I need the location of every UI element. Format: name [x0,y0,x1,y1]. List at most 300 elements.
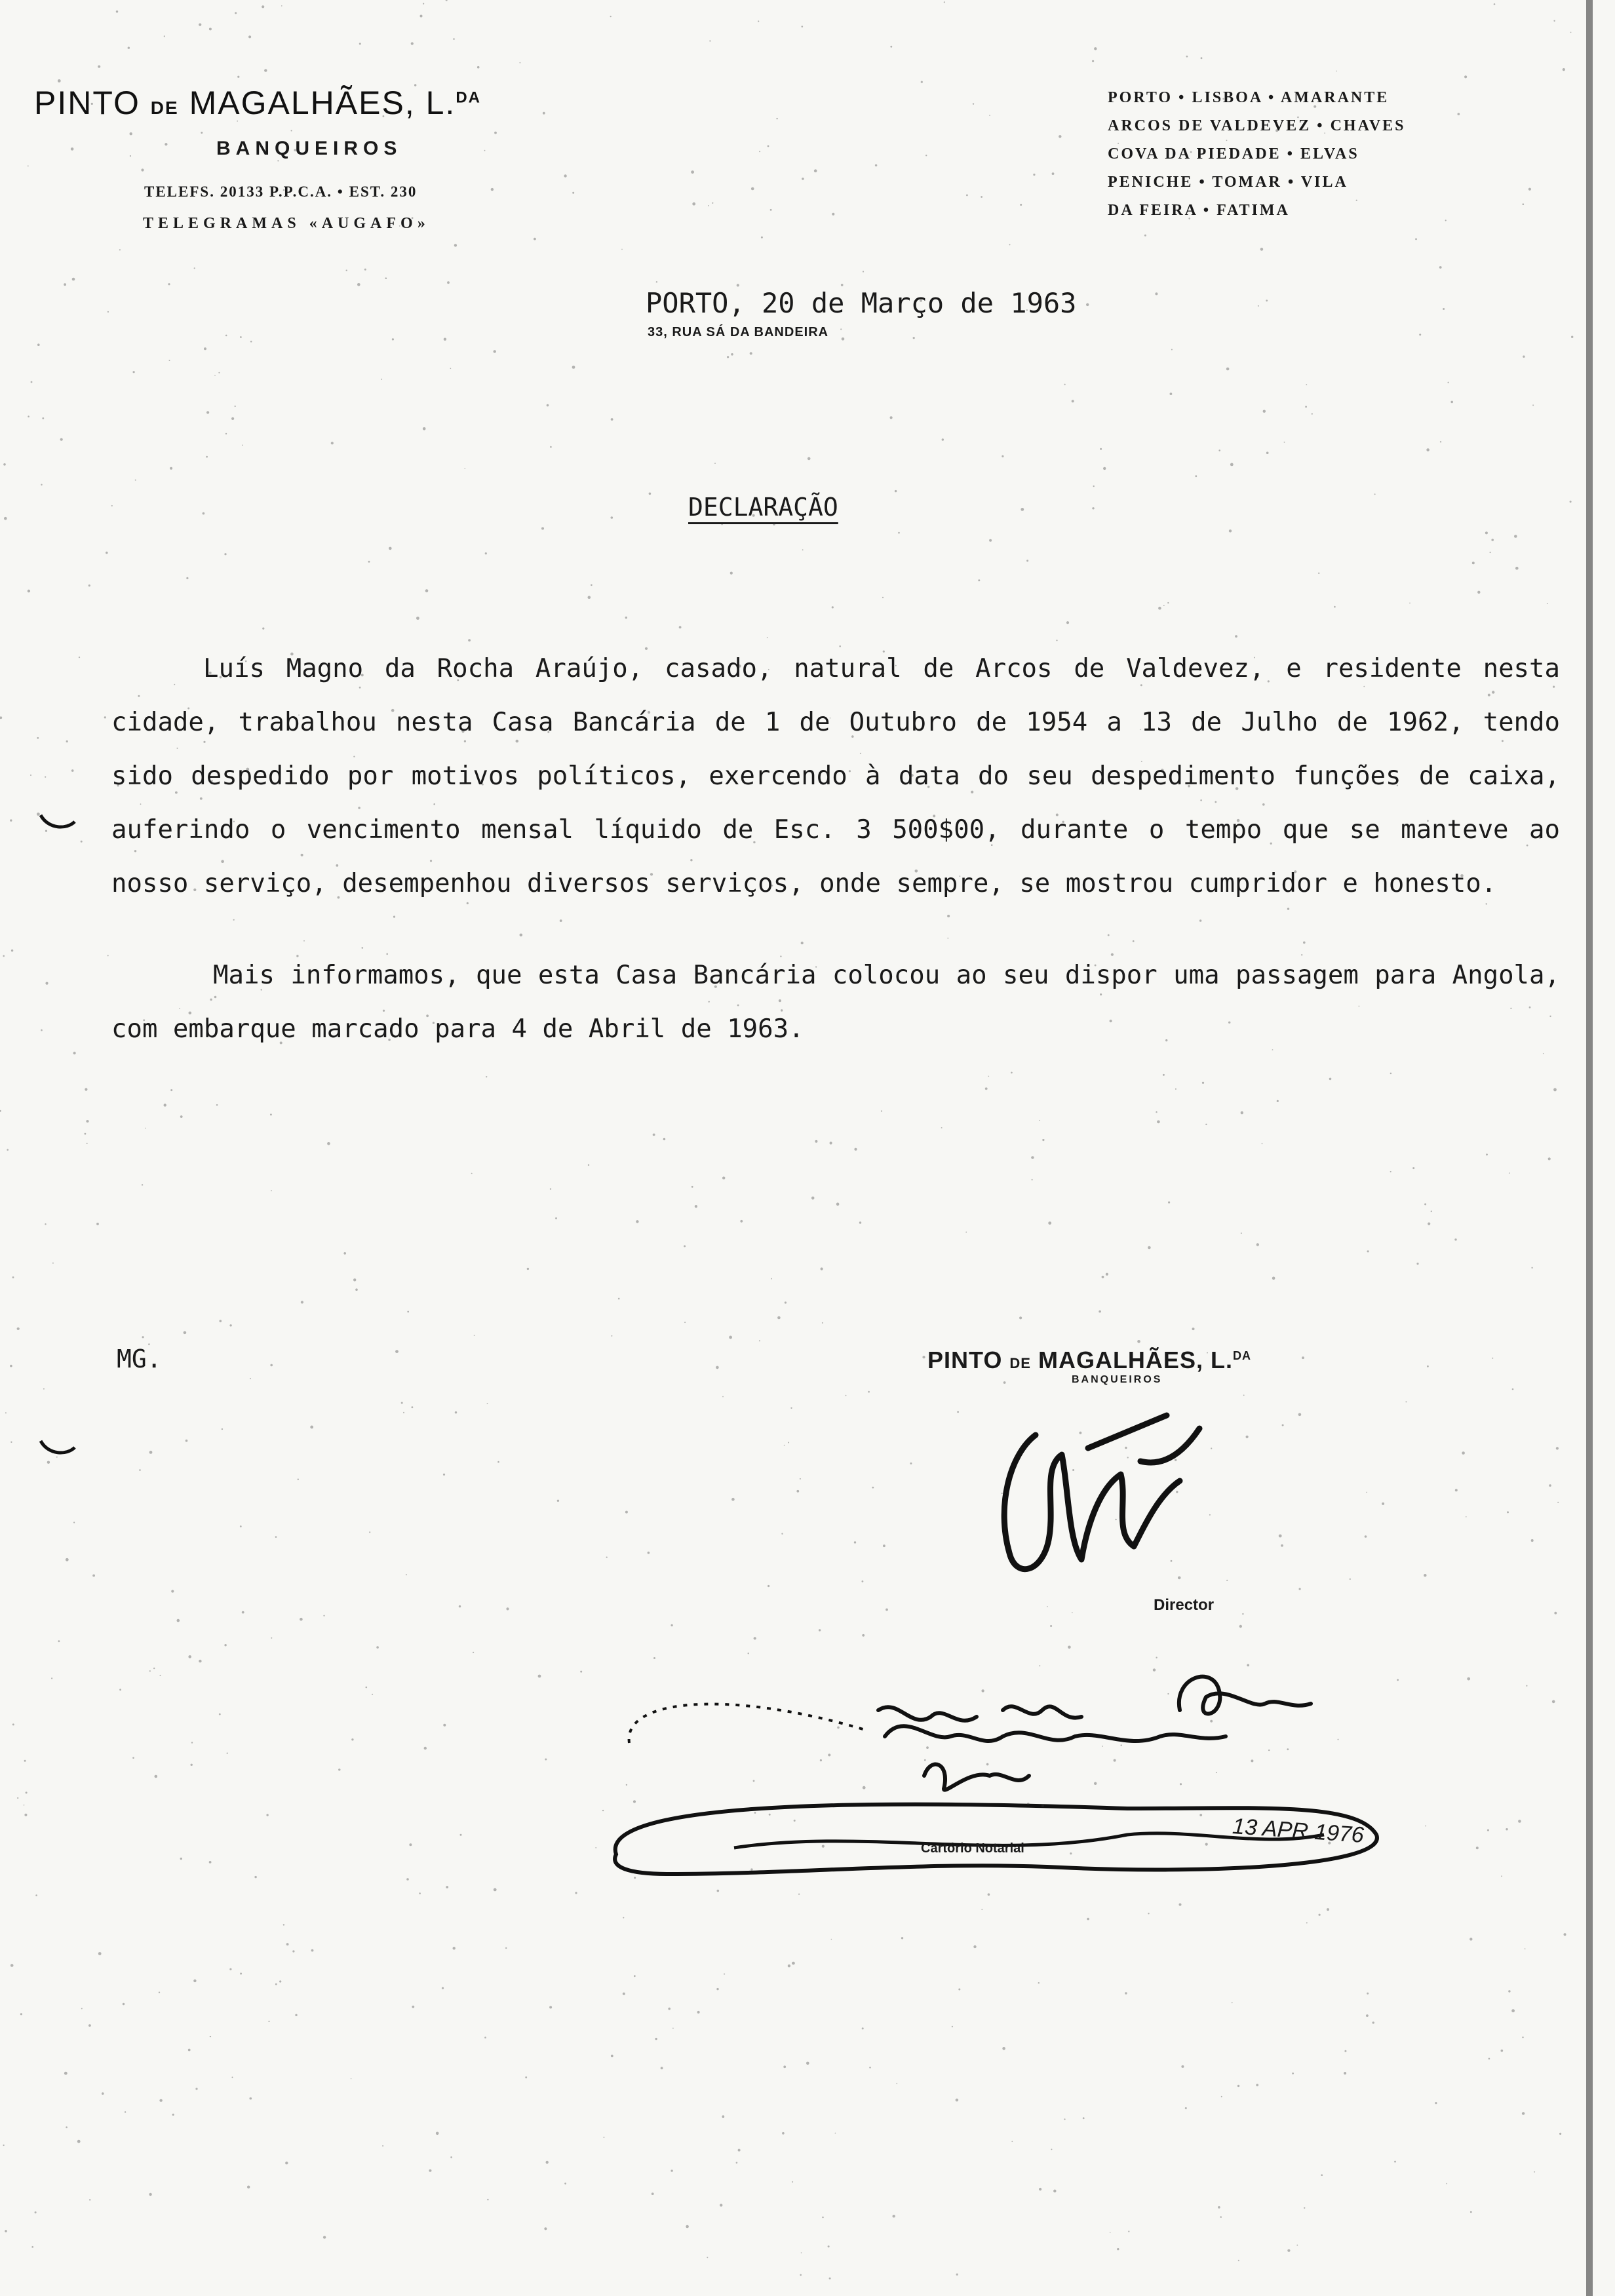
scan-speck [679,626,682,628]
scan-speck [649,493,652,495]
scan-speck [381,379,382,380]
scan-speck [1344,2072,1346,2075]
scan-speck [819,1629,821,1631]
scan-speck [1570,32,1572,33]
scan-speck [738,2149,741,2152]
scan-speck [1327,1908,1329,1911]
scan-speck [830,1141,832,1144]
scan-speck [45,1223,46,1225]
scan-speck [740,1220,743,1223]
scan-speck [1186,56,1188,58]
scan-speck [1218,450,1220,451]
scan-speck [159,2099,162,2101]
scan-speck [872,1487,874,1489]
scan-speck [298,1479,299,1480]
scan-speck [623,1917,624,1919]
scan-speck [564,174,566,177]
scan-speck [901,1937,903,1939]
scan-speck [709,40,710,41]
scan-speck [45,776,46,778]
scan-speck [611,1335,612,1337]
scan-speck [270,1114,272,1116]
scan-speck [1469,1938,1472,1940]
scan-speck [1350,1578,1351,1580]
scan-speck [846,1395,847,1396]
scan-speck [271,1190,272,1191]
scan-speck [1242,1613,1243,1615]
scan-speck [1549,1484,1551,1487]
scan-speck [1382,1502,1384,1505]
scan-speck [1525,1948,1526,1949]
scan-speck [525,2076,527,2078]
scan-speck [973,103,974,104]
scan-speck [135,480,136,481]
scan-speck [42,417,44,419]
stamp-line: Cartório Notarial [921,1841,1024,1856]
branch-line: DA FEIRA • FATIMA [1108,202,1290,219]
scan-speck [1195,475,1197,477]
scan-speck [275,1536,277,1538]
scan-speck [1472,562,1475,564]
scan-speck [286,1943,289,1945]
scan-speck [1011,1072,1013,1074]
scan-speck [1514,535,1517,538]
scan-speck [1144,235,1146,237]
scan-speck [1416,1263,1418,1265]
scan-speck [1470,2211,1472,2213]
scan-speck [547,404,549,407]
scan-speck [160,1675,161,1676]
scan-speck [1019,1316,1022,1319]
scan-speck [301,1301,303,1303]
scan-speck [81,2008,83,2009]
scan-speck [5,1412,7,1413]
scan-speck [1279,1535,1282,1538]
scan-speck [188,1655,191,1658]
scan-speck [922,1356,925,1358]
scan-speck [1571,336,1573,338]
scan-speck [73,1052,76,1054]
scan-speck [1427,1366,1429,1368]
scan-speck [1047,1606,1048,1607]
scan-speck [250,1378,251,1379]
scan-speck [1302,1356,1304,1359]
scan-speck [17,1328,20,1330]
scan-speck [770,209,772,211]
scan-speck [277,160,279,161]
scan-speck [10,1365,12,1368]
scan-speck [24,1760,26,1762]
scan-speck [527,1268,529,1270]
scan-speck [1009,244,1011,245]
scan-speck [1440,441,1441,442]
scan-speck [1547,603,1548,604]
document-title: DECLARAÇÃO [688,493,838,522]
scan-speck [412,1406,414,1408]
scan-speck [1428,1223,1430,1225]
scan-speck [203,512,205,515]
scan-speck [149,1451,153,1454]
scan-speck [1239,1625,1242,1628]
scan-speck [1064,384,1066,385]
letterhead-branches [1108,84,1406,225]
scan-speck [229,1968,231,1970]
scan-speck [1051,2149,1052,2150]
scan-speck [484,150,486,151]
scan-speck [250,2097,252,2100]
scan-speck [1296,2245,1298,2246]
scan-speck [882,597,884,598]
scan-speck [1125,1992,1127,1994]
scan-speck [543,112,545,115]
scan-speck [771,1278,772,1280]
scan-speck [1238,2260,1239,2261]
scan-speck [796,1490,799,1493]
scan-speck [153,1668,155,1669]
scan-speck [193,1980,196,1982]
scan-speck [1179,1904,1182,1906]
scan-speck [1319,1914,1321,1916]
scan-speck [111,505,113,507]
scan-speck [31,2246,33,2248]
scan-speck [806,2062,809,2065]
scan-speck [832,213,834,216]
scan-speck [281,5,282,7]
scan-speck [382,2145,383,2147]
scan-speck [1053,2190,1056,2192]
scan-speck [989,115,990,116]
scan-speck [557,1500,559,1502]
scan-speck [781,1533,783,1535]
scan-speck [1100,448,1102,450]
scan-speck [978,579,980,581]
scan-speck [802,26,804,28]
scan-speck [455,1411,457,1413]
scan-speck [611,418,613,421]
scan-speck [1050,1625,1052,1627]
scan-speck [910,1463,912,1464]
scan-speck [1266,299,1268,301]
scan-speck [406,1878,409,1881]
scan-speck [1262,1143,1263,1145]
scan-speck [1509,1172,1510,1174]
scan-speck [28,415,29,417]
scan-speck [102,2092,104,2095]
branch-line: COVA DA PIEDADE • ELVAS [1108,145,1359,163]
scan-speck [751,187,754,191]
scan-speck [768,145,769,147]
scan-speck [1501,2050,1504,2052]
scan-speck [485,552,487,554]
scan-speck [655,2038,657,2040]
scan-speck [92,1575,95,1577]
scan-speck [785,1301,787,1303]
scan-speck [1137,1340,1140,1343]
scan-speck [292,1950,294,1952]
scan-speck [235,406,236,407]
scan-speck [58,79,61,83]
scan-speck [1087,1918,1089,1921]
scan-speck [1287,2249,1290,2252]
scan-speck [1282,1425,1284,1426]
scan-speck [1334,606,1336,608]
scan-speck [588,1164,589,1166]
scan-speck [588,596,591,599]
scan-speck [1229,529,1232,532]
scan-speck [240,336,242,338]
scan-speck [12,1723,14,1725]
scan-speck [1528,188,1531,191]
scan-speck [119,1689,121,1691]
signature-company-name: PINTO DE MAGALHÃES, L.$^{DA}$ [927,1347,1251,1373]
branch-line: PORTO • LISBOA • AMARANTE [1108,89,1390,106]
scan-speck [1374,493,1376,495]
scan-speck [453,1947,456,1949]
scan-speck [170,467,172,470]
scan-speck [965,1232,967,1233]
scan-speck [132,1757,134,1759]
binding-mark-icon [38,813,77,832]
scan-speck [206,456,208,458]
scan-speck [443,1724,446,1727]
scan-speck [814,169,817,172]
scan-speck [1564,1933,1566,1936]
scan-speck [155,1775,158,1778]
scan-speck [1553,20,1555,22]
scan-speck [130,132,132,135]
scan-speck [1494,3,1496,5]
scan-speck [1424,1574,1426,1577]
scan-speck [895,490,897,492]
scan-speck [1556,1447,1559,1449]
scan-speck [31,381,33,383]
scan-speck [730,572,733,575]
scan-speck [473,1652,474,1653]
scan-speck [1083,2117,1085,2119]
scan-speck [942,438,944,440]
paragraph: Luís Magno da Rocha Araújo, casado, natural de Arcos de Valdevez, e residente nesta cidade, trabalhou nesta Casa Bancária de 1 de Outubro de 1954 a 13 de Julho de 1962, tendo sido despedido por motivos políticos, exercendo à data do seu despedimento funções de caixa, auferindo o vencimento mensal líquido de Esc. 3 500$00, durante o tempo que se manteve ao nosso serviço, desempenhou diversos serviços, onde sempre, se mostrou cumpridor e honesto. [111,654,1560,898]
scan-speck [98,1952,102,1955]
scan-speck [881,1111,882,1112]
scan-speck [792,2181,793,2183]
scan-speck [1093,486,1095,487]
scan-speck [424,1747,427,1750]
scan-speck [300,1618,303,1621]
scan-speck [1299,1588,1301,1590]
scan-speck [544,2227,547,2230]
scan-speck [37,343,40,346]
scan-speck [672,2028,674,2029]
scan-speck [1158,607,1161,610]
scan-speck [1171,349,1173,351]
scan-speck [45,982,48,985]
scan-speck [625,617,627,619]
scan-speck [1507,1511,1509,1513]
scan-speck [572,366,575,369]
scan-speck [327,1142,330,1145]
letterhead-telegrams: TELEGRAMAS «AUGAFO» [143,215,430,232]
scan-speck [821,1267,823,1270]
scan-speck [722,1396,724,1398]
scan-speck [1256,1243,1259,1246]
scan-speck [811,1196,815,1200]
scan-speck [541,527,544,530]
scan-speck [164,35,165,37]
scan-speck [12,1276,14,1278]
scan-speck [1156,1111,1157,1113]
scan-speck [1042,1139,1044,1141]
scan-speck [1011,2141,1013,2142]
scan-speck [759,151,760,152]
scan-speck [1157,1120,1160,1124]
scan-speck [712,202,713,204]
scan-speck [73,1521,75,1523]
scan-speck [3,955,5,957]
binding-mark-icon [38,1438,77,1458]
scan-speck [759,1340,760,1341]
scan-speck [611,516,613,519]
scan-speck [262,5,264,8]
scan-speck [180,1858,182,1860]
scan-speck [218,372,220,373]
scan-speck [419,1892,421,1894]
scan-speck [1424,1203,1426,1205]
scan-speck [1448,382,1449,383]
scan-speck [412,2006,414,2008]
scan-speck [392,338,394,340]
scan-speck [275,1983,277,1985]
scan-speck [661,2067,663,2069]
scan-speck [429,2170,431,2172]
scan-speck [691,170,694,174]
scan-speck [1202,1082,1204,1084]
scan-speck [1570,501,1572,503]
scan-speck [868,1391,870,1393]
scan-speck [423,3,424,5]
branch-line: PENICHE • TOMAR • VILA [1108,174,1348,191]
scan-speck [123,2003,125,2005]
scan-speck [1201,57,1203,59]
scan-speck [3,463,6,466]
scan-speck [1272,1276,1275,1280]
scan-speck [149,1670,151,1672]
scan-speck [71,147,74,151]
scan-speck [671,2170,672,2172]
letterhead-company-name: PINTO DE MAGALHÃES, L.$^{DA}$ [34,85,481,121]
scan-speck [575,1892,577,1894]
scan-speck [107,955,109,956]
scan-speck [494,1888,497,1892]
scan-speck [232,2076,233,2078]
scan-speck [802,549,804,550]
scan-speck [10,819,12,821]
scan-speck [1243,1394,1245,1396]
scan-speck [985,1088,988,1090]
scan-speck [611,2055,613,2057]
scan-speck [720,2204,722,2206]
scan-speck [840,328,842,330]
scan-speck [1066,621,1069,624]
scan-speck [1553,1088,1557,1092]
scan-speck [395,1350,399,1353]
scan-speck [1485,531,1488,534]
scan-speck [1205,1124,1207,1125]
scan-speck [623,1993,625,1995]
scan-speck [727,356,729,358]
scan-speck [142,1184,143,1185]
scan-speck [285,2162,288,2164]
scan-speck [96,1223,99,1225]
scan-speck [323,2236,326,2238]
scan-speck [353,1278,356,1281]
scan-speck [981,196,983,198]
scan-speck [206,411,209,413]
scan-speck [1534,2172,1535,2173]
scan-speck [1455,1489,1458,1491]
initials: MG. [117,1345,162,1373]
scan-speck [890,46,892,48]
scan-speck [188,2049,191,2052]
scan-speck [546,2161,549,2164]
scan-speck [1446,2183,1447,2185]
scan-speck [191,1764,193,1766]
scan-speck [210,2036,211,2037]
scan-speck [792,1962,795,1965]
scan-speck [248,35,251,38]
scan-speck [494,350,496,353]
scan-speck [1148,1913,1149,1914]
scan-speck [564,2183,566,2185]
scan-speck [1466,1516,1467,1518]
scan-speck [1102,1276,1104,1278]
scan-speck [1128,2230,1129,2232]
scan-speck [863,271,864,272]
scan-speck [831,1939,832,1940]
scan-speck [684,1245,686,1247]
scan-speck [116,10,118,12]
scan-speck [310,1426,313,1429]
scan-speck [459,1605,461,1607]
scan-speck [618,1298,620,1300]
scan-speck [81,841,83,843]
scan-speck [1486,1154,1488,1156]
scan-speck [98,66,100,68]
scan-speck [446,0,448,1]
scan-speck [1168,1201,1170,1203]
scan-speck [88,2024,91,2027]
scan-speck [890,416,893,419]
scan-speck [72,278,75,281]
scan-speck [171,1590,174,1592]
scan-speck [957,1411,959,1413]
scan-speck [1419,334,1421,335]
scan-speck [450,368,452,370]
place-date: PORTO, 20 de Março de 1963 [646,287,1077,319]
scan-speck [708,205,709,206]
scan-speck [119,249,121,250]
scan-speck [364,269,366,271]
scan-speck [1344,2050,1346,2052]
scan-speck [24,1805,25,1806]
scan-speck [1426,448,1430,451]
scan-speck [224,1644,226,1646]
scan-speck [729,1336,732,1339]
scan-speck [549,2006,552,2008]
scan-speck [43,1388,45,1390]
scan-speck [534,238,536,240]
scan-speck [10,1964,14,1967]
scan-speck [216,1104,218,1106]
